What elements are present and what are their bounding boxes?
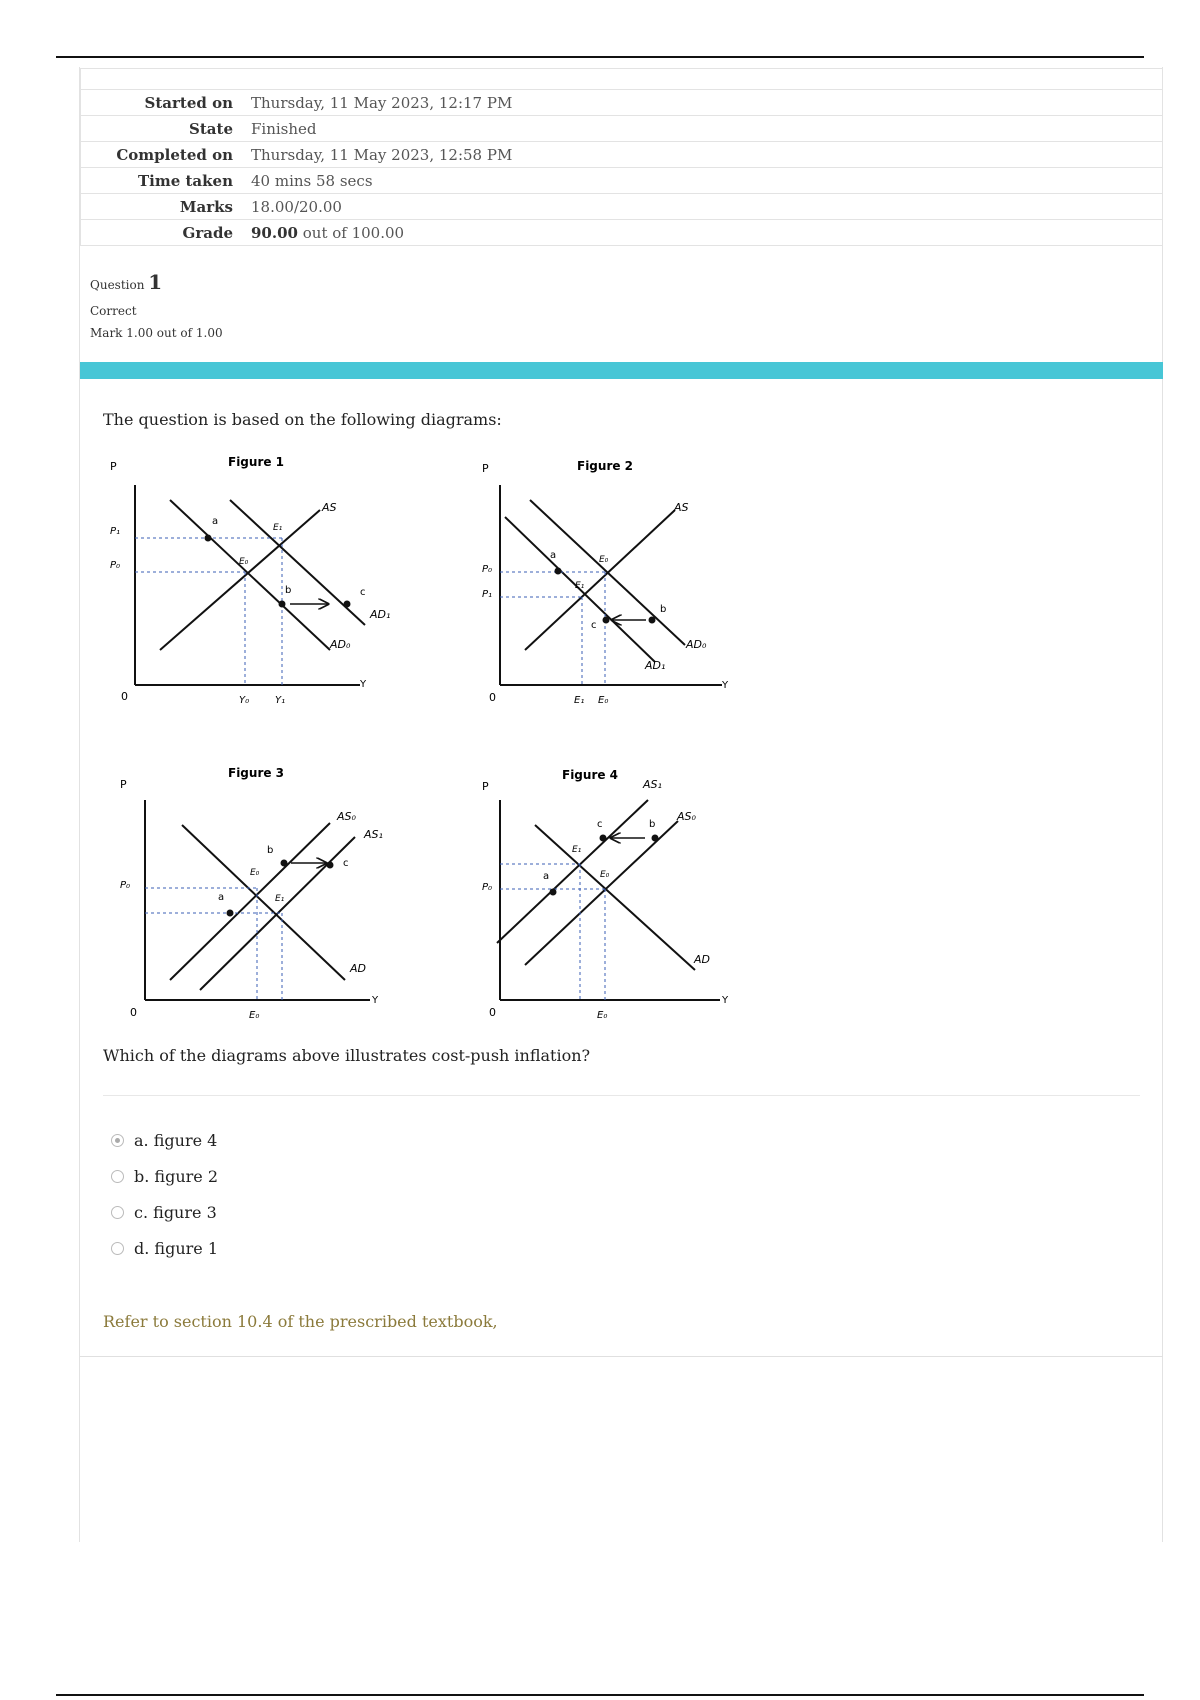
summary-row-state	[80, 116, 1163, 142]
figure-1-ad0-label: AD₀	[330, 638, 351, 651]
figure-3-title: Figure 3	[228, 766, 285, 780]
figure-4-b-label: b	[649, 819, 656, 830]
figure-4-e0-label: E₀	[600, 870, 610, 880]
figure-1-e1-label: E₁	[273, 523, 283, 533]
page-top-rule	[56, 56, 1144, 58]
figure-1-e0-label: E₀	[239, 557, 249, 567]
question-number-value: 1	[148, 270, 163, 294]
summary-row-completed	[80, 142, 1163, 168]
figure-1-y1-label: Y₁	[275, 695, 286, 706]
answer-letter: b.	[134, 1166, 150, 1186]
figure-2-b-label: b	[660, 604, 667, 615]
figure-3-c-label: c	[343, 858, 349, 869]
answer-text: figure 3	[153, 1202, 217, 1222]
answer-letter: a.	[134, 1130, 149, 1150]
figure-2-title: Figure 2	[577, 459, 634, 473]
answer-option-a[interactable]	[111, 1122, 218, 1158]
summary-label: State	[189, 119, 233, 138]
figure-3-e0-label: E₀	[250, 868, 260, 878]
figure-1-a-label: a	[212, 516, 219, 527]
figure-2-as-curve	[525, 510, 675, 650]
figure-4	[482, 768, 729, 1021]
answer-letter: c.	[134, 1202, 149, 1222]
figure-4-a-label: a	[543, 871, 550, 882]
figure-2-origin: 0	[489, 691, 496, 704]
answer-radio-c[interactable]	[111, 1206, 124, 1219]
figure-3-p0-label: P₀	[120, 880, 131, 891]
figure-3-point-c	[327, 862, 334, 869]
answer-option-b[interactable]	[111, 1158, 218, 1194]
figure-1-as-curve	[160, 510, 320, 650]
grade-value: 90.00	[251, 223, 298, 242]
answer-radio-a[interactable]	[111, 1134, 124, 1147]
figure-4-e1-label: E₁	[572, 845, 582, 855]
figure-2-point-c	[603, 617, 610, 624]
figure-1-point-a	[205, 535, 212, 542]
figure-1-y-axis: Y	[360, 679, 367, 690]
figure-1-y0-label: Y₀	[239, 695, 250, 706]
figure-3-ad-label: AD	[350, 962, 366, 975]
figure-2-y-axis: Y	[722, 680, 729, 691]
figure-4-origin: 0	[489, 1006, 496, 1019]
summary-value	[251, 224, 404, 242]
summary-row-marks	[80, 194, 1163, 220]
summary-header-row	[80, 68, 1163, 90]
answer-radio-d[interactable]	[111, 1242, 124, 1255]
summary-label: Completed on	[116, 145, 233, 164]
figure-3-as0-curve	[170, 823, 330, 980]
question-bottom-rule	[80, 1356, 1163, 1357]
summary-label: Marks	[179, 197, 233, 216]
figure-2-p0-label: P₀	[482, 564, 493, 575]
figure-3-p-axis: P	[120, 778, 127, 791]
question-state: Correct	[90, 304, 137, 318]
figure-3-point-b	[281, 860, 288, 867]
figure-4-point-c	[600, 835, 607, 842]
figure-4-p0-label: P₀	[482, 882, 493, 893]
question-header-bar	[80, 362, 1163, 379]
summary-value: 40 mins 58 secs	[251, 171, 373, 190]
summary-row-time-taken	[80, 168, 1163, 194]
figure-2-ad0-label: AD₀	[686, 638, 707, 651]
economics-diagrams	[100, 445, 750, 1045]
figure-4-ad-label: AD	[694, 953, 710, 966]
figure-1-origin: 0	[121, 690, 128, 703]
question-mark: Mark 1.00 out of 1.00	[90, 326, 223, 340]
summary-label: Grade	[182, 223, 233, 242]
figure-4-title: Figure 4	[562, 768, 619, 782]
figure-2-c-label: c	[591, 620, 597, 631]
figure-1-point-b	[279, 601, 286, 608]
figure-3-y-axis: Y	[372, 995, 379, 1006]
answer-radio-b[interactable]	[111, 1170, 124, 1183]
figure-2-point-a	[555, 568, 562, 575]
figure-4-y-axis: Y	[722, 995, 729, 1006]
figure-3-as0-label: AS₀	[337, 810, 356, 823]
figure-4-x0-label: E₀	[597, 1010, 608, 1021]
answer-letter: d.	[134, 1238, 150, 1258]
figure-4-ad-curve	[535, 825, 695, 970]
question-intro: The question is based on the following diagrams:	[103, 410, 502, 429]
figure-1-p0-label: P₀	[110, 560, 121, 571]
page-bottom-rule	[56, 1694, 1144, 1696]
answer-option-d[interactable]	[111, 1230, 218, 1266]
summary-row-grade	[80, 220, 1163, 246]
figure-2-ad1-label: AD₁	[645, 659, 666, 672]
figure-1-ad1-label: AD₁	[370, 608, 391, 621]
figure-4-as1-label: AS₁	[643, 778, 662, 791]
question-info	[90, 270, 290, 340]
figure-3-origin: 0	[130, 1006, 137, 1019]
figure-2-p1-label: P₁	[482, 589, 493, 600]
figure-3-point-a	[227, 910, 234, 917]
figure-1-as-label: AS	[322, 501, 337, 514]
figure-2-x1-label: E₁	[574, 695, 585, 706]
figure-2-a-label: a	[550, 550, 557, 561]
figure-3-ad-curve	[182, 825, 345, 980]
figure-3-a-label: a	[218, 892, 225, 903]
figure-2-as-label: AS	[674, 501, 689, 514]
figure-2-x0-label: E₀	[598, 695, 609, 706]
summary-label: Time taken	[138, 171, 233, 190]
answer-option-c[interactable]	[111, 1194, 218, 1230]
summary-value: Finished	[251, 119, 317, 138]
figure-4-as0-label: AS₀	[677, 810, 696, 823]
figure-4-as0-curve	[525, 821, 678, 965]
figure-4-point-a	[550, 889, 557, 896]
question-separator	[103, 1095, 1140, 1096]
figure-3	[120, 766, 383, 1021]
attempt-summary-table	[80, 68, 1163, 246]
question-label: Question	[90, 278, 145, 292]
answer-options	[111, 1122, 218, 1266]
figure-3-x0-label: E₀	[249, 1010, 260, 1021]
figure-4-p-axis: P	[482, 780, 489, 793]
figure-1-p1-label: P₁	[110, 526, 121, 537]
figure-3-e1-label: E₁	[275, 894, 285, 904]
question-number	[90, 270, 290, 296]
question-text: Which of the diagrams above illustrates cost-push inflation?	[103, 1046, 591, 1065]
figure-1-c-label: c	[360, 587, 366, 598]
figure-2	[482, 459, 729, 706]
figure-3-b-label: b	[267, 845, 274, 856]
summary-label: Started on	[144, 93, 233, 112]
figure-1-p-axis: P	[110, 460, 117, 473]
summary-value: 18.00/20.00	[251, 197, 342, 216]
figure-3-as1-label: AS₁	[364, 828, 383, 841]
answer-text: figure 4	[153, 1130, 218, 1150]
figure-2-point-b	[649, 617, 656, 624]
figure-1	[110, 455, 390, 706]
figure-1-title: Figure 1	[228, 455, 285, 469]
figure-1-b-label: b	[285, 585, 292, 596]
figure-1-point-c	[344, 601, 351, 608]
figure-2-p-axis: P	[482, 462, 489, 475]
grade-out-of: out of 100.00	[297, 223, 405, 242]
summary-row-started	[80, 90, 1163, 116]
answer-text: figure 2	[154, 1166, 219, 1186]
figure-4-c-label: c	[597, 819, 603, 830]
figure-4-point-b	[652, 835, 659, 842]
general-feedback: Refer to section 10.4 of the prescribed textbook,	[103, 1312, 498, 1331]
summary-value: Thursday, 11 May 2023, 12:58 PM	[251, 145, 513, 164]
summary-value: Thursday, 11 May 2023, 12:17 PM	[251, 93, 513, 112]
figure-2-e1-label: E₁	[575, 581, 585, 591]
figure-2-e0-label: E₀	[599, 555, 609, 565]
answer-text: figure 1	[154, 1238, 219, 1258]
